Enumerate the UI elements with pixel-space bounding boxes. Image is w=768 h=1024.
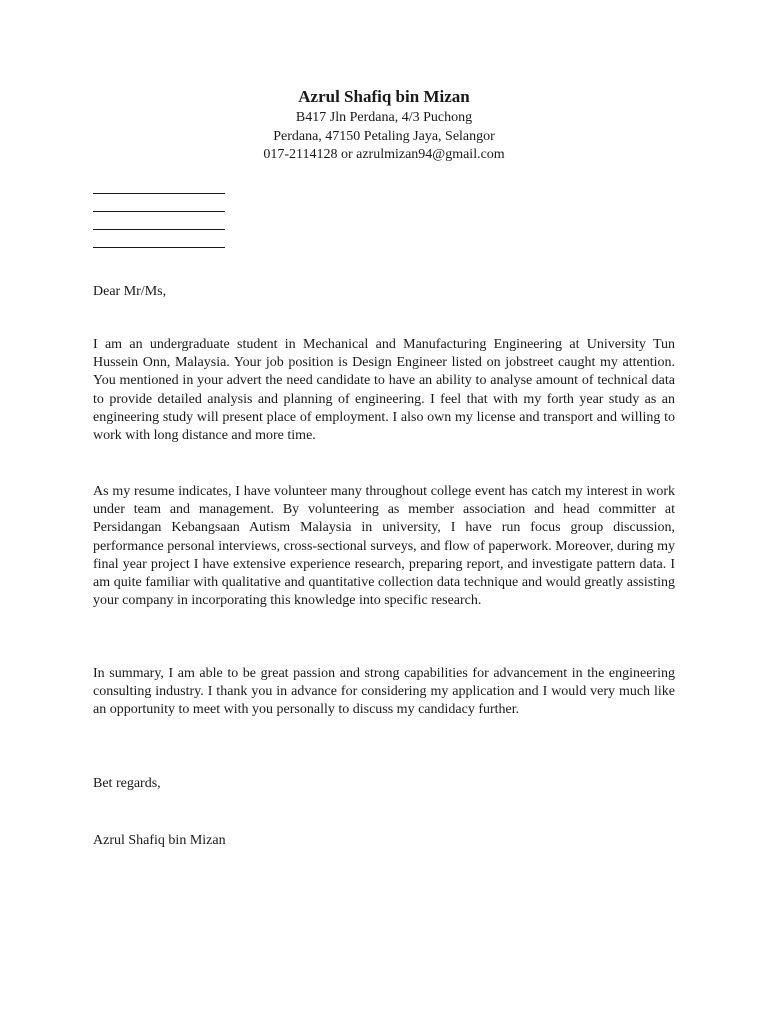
- paragraph-summary: In summary, I am able to be great passion and strong capabilities for advancement in the engineering consulting industry. I thank you in advance for considering my application and I would very much like an opportunity to meet with you personally to discuss my candidacy further.: [93, 666, 675, 718]
- closing: Bet regards,: [93, 776, 161, 791]
- recipient-blank-line: [93, 247, 225, 248]
- sender-contact: 017-2114128 or azrulmizan94@gmail.com: [263, 147, 505, 162]
- recipient-blank-line: [93, 193, 225, 194]
- recipient-blank-line: [93, 211, 225, 212]
- salutation: Dear Mr/Ms,: [93, 284, 167, 299]
- sender-name: Azrul Shafiq bin Mizan: [298, 87, 470, 106]
- sender-address-line-2: Perdana, 47150 Petaling Jaya, Selangor: [273, 128, 495, 144]
- recipient-address-block: [93, 193, 225, 265]
- paragraph-intro: I am an undergraduate student in Mechanical and Manufacturing Engineering at University Tun Hussein Onn, Malaysia. Your job position is Design Engineer listed on jobstreet caught my attention. You mentioned in your advert the need candidate to have an ability to analyse amount of technical data to provide detailed analysis and planning of engineering. I feel that with my forth year study as an engineering study will present place of employment. I also own my license and transport and willing to work with long distance and more time.: [93, 337, 675, 444]
- paragraph-experience: As my resume indicates, I have volunteer many throughout college event has catch my interest in work under team and management. By volunteering as member association and head committer at Persidangan Kebangsaan Autism Malaysia in university, I have run focus group discussion, performance personal interviews, cross-sectional surveys, and flow of paperwork. Moreover, during my final year project I have extensive experience research, preparing report, and investigate pattern data. I am quite familiar with qualitative and quantitative collection data technique and would greatly assisting your company in incorporating this knowledge into specific research.: [93, 484, 675, 609]
- recipient-blank-line: [93, 229, 225, 230]
- signature-name: Azrul Shafiq bin Mizan: [93, 833, 226, 848]
- letter-header: [0, 86, 768, 165]
- sender-address-line-1: B417 Jln Perdana, 4/3 Puchong: [295, 110, 473, 125]
